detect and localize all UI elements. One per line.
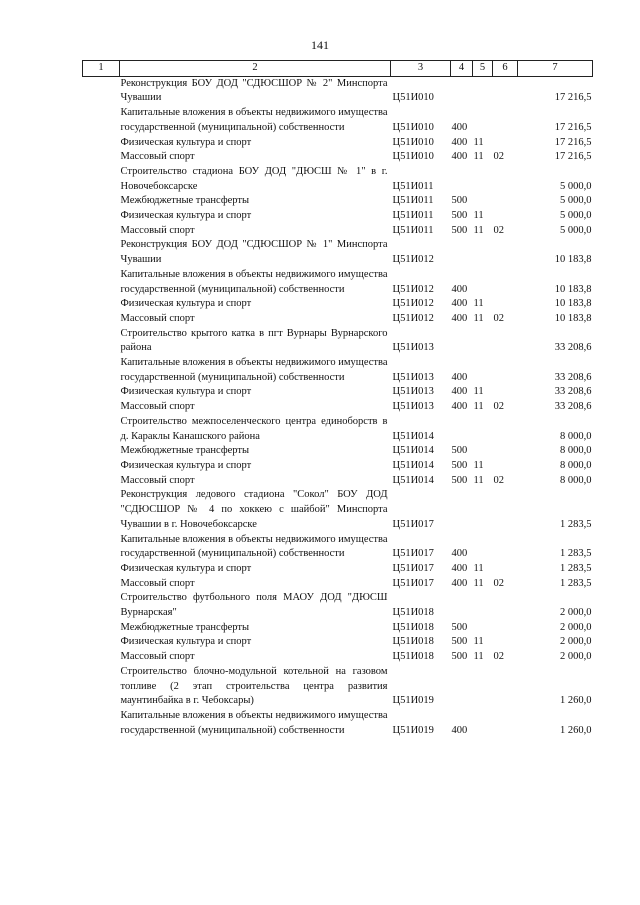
cell-vr: 400 xyxy=(451,577,468,589)
cell-rz xyxy=(473,444,493,459)
cell-rz: 11 xyxy=(473,136,484,148)
cell-name: Физическая культура и спорт xyxy=(120,459,252,471)
cell-ps xyxy=(493,635,518,650)
cell-amount: 8 000,0 xyxy=(560,430,592,442)
cell-empty xyxy=(83,415,120,444)
cell-rz: 11 xyxy=(473,151,484,163)
cell-rz: 11 xyxy=(473,474,484,486)
cell-empty xyxy=(83,224,120,239)
cell-rz xyxy=(473,488,493,532)
cell-empty xyxy=(83,709,120,738)
cell-ps: 02 xyxy=(493,474,504,486)
cell-amount: 17 216,5 xyxy=(554,121,592,133)
cell-name: Капитальные вложения в объекты недвижимого имущества государственной (муниципальной) собственности xyxy=(120,107,388,133)
cell-ps xyxy=(493,76,518,106)
cell-amount: 10 183,8 xyxy=(554,312,592,324)
cell-rz xyxy=(473,327,493,356)
cell-vr xyxy=(451,415,473,444)
cell-amount: 1 260,0 xyxy=(560,724,592,736)
cell-amount: 33 208,6 xyxy=(554,401,592,413)
cell-ps xyxy=(493,385,518,400)
cell-amount: 1 283,5 xyxy=(560,562,592,574)
cell-empty xyxy=(83,194,120,209)
cell-code: Ц51И019 xyxy=(392,724,434,736)
cell-ps: 02 xyxy=(493,651,504,663)
cell-rz: 11 xyxy=(473,312,484,324)
cell-name: Реконструкция БОУ ДОД "СДЮСШОР № 2" Минспорта Чувашии xyxy=(120,77,388,104)
cell-rz xyxy=(473,194,493,209)
table-row xyxy=(83,591,593,620)
cell-empty xyxy=(83,591,120,620)
cell-name: Реконструкция ледового стадиона "Сокол" БОУ ДОД "СДЮСШОР № 4 по хоккею с шайбой" Минспорта Чувашии в г. Новочебоксарске xyxy=(120,489,388,530)
cell-empty xyxy=(83,136,120,151)
cell-rz xyxy=(473,533,493,562)
cell-code: Ц51И017 xyxy=(392,548,434,560)
table-row xyxy=(83,356,593,385)
cell-empty xyxy=(83,577,120,592)
column-header-1: 1 xyxy=(83,61,120,77)
cell-amount: 1 283,5 xyxy=(560,518,592,530)
cell-vr: 500 xyxy=(451,651,468,663)
table-row xyxy=(83,385,593,400)
cell-name: Строительство стадиона БОУ ДОД "ДЮСШ № 1" в г. Новочебоксарске xyxy=(120,165,388,192)
cell-code: Ц51И019 xyxy=(392,695,434,707)
cell-empty xyxy=(83,312,120,327)
cell-rz xyxy=(473,106,493,135)
cell-ps xyxy=(493,136,518,151)
cell-amount: 2 000,0 xyxy=(560,621,592,633)
cell-vr: 400 xyxy=(451,562,468,574)
cell-name: Массовый спорт xyxy=(120,474,195,486)
cell-name: Физическая культура и спорт xyxy=(120,562,252,574)
cell-ps xyxy=(493,709,518,738)
table-row xyxy=(83,488,593,532)
cell-code: Ц51И017 xyxy=(392,518,434,530)
cell-vr: 400 xyxy=(451,312,468,324)
cell-name: Массовый спорт xyxy=(120,651,195,663)
cell-empty xyxy=(83,635,120,650)
cell-ps xyxy=(493,591,518,620)
table-row xyxy=(83,709,593,738)
cell-vr: 400 xyxy=(451,283,468,295)
cell-vr: 400 xyxy=(451,401,468,413)
cell-code: Ц51И012 xyxy=(392,254,434,266)
cell-empty xyxy=(83,297,120,312)
cell-ps xyxy=(493,621,518,636)
cell-empty xyxy=(83,444,120,459)
cell-code: Ц51И014 xyxy=(392,459,434,471)
cell-code: Ц51И013 xyxy=(392,371,434,383)
cell-rz: 11 xyxy=(473,577,484,589)
cell-ps xyxy=(493,415,518,444)
cell-name: Межбюджетные трансферты xyxy=(120,445,250,457)
cell-vr: 400 xyxy=(451,151,468,163)
cell-code: Ц51И018 xyxy=(392,607,434,619)
cell-code: Ц51И014 xyxy=(392,445,434,457)
cell-rz: 11 xyxy=(473,459,484,471)
cell-rz xyxy=(473,165,493,194)
cell-code: Ц51И017 xyxy=(392,577,434,589)
cell-code: Ц51И013 xyxy=(392,342,434,354)
cell-empty xyxy=(83,268,120,297)
table-row xyxy=(83,621,593,636)
cell-name: Массовый спорт xyxy=(120,401,195,413)
cell-rz: 11 xyxy=(473,651,484,663)
cell-ps: 02 xyxy=(493,224,504,236)
cell-code: Ц51И012 xyxy=(392,298,434,310)
table-row xyxy=(83,650,593,665)
cell-empty xyxy=(83,385,120,400)
cell-vr: 400 xyxy=(451,136,468,148)
cell-vr: 400 xyxy=(451,386,468,398)
cell-vr: 400 xyxy=(451,371,468,383)
cell-name: Массовый спорт xyxy=(120,312,195,324)
cell-ps: 02 xyxy=(493,151,504,163)
cell-code: Ц51И013 xyxy=(392,386,434,398)
cell-amount: 17 216,5 xyxy=(554,136,592,148)
cell-ps xyxy=(493,106,518,135)
cell-vr: 400 xyxy=(451,724,468,736)
table-row xyxy=(83,577,593,592)
cell-rz xyxy=(473,621,493,636)
cell-name: Строительство блочно-модульной котельной на газовом топливе (2 этап строительства центра развития маунтинбайка в г. Чебоксары) xyxy=(120,665,388,707)
cell-code: Ц51И017 xyxy=(392,562,434,574)
cell-rz xyxy=(473,665,493,709)
table-row xyxy=(83,165,593,194)
cell-name: Межбюджетные трансферты xyxy=(120,621,250,633)
cell-vr: 500 xyxy=(451,474,468,486)
cell-rz: 11 xyxy=(473,224,484,236)
cell-amount: 17 216,5 xyxy=(554,92,592,104)
cell-empty xyxy=(83,76,120,106)
column-header-5: 5 xyxy=(473,61,493,77)
cell-ps xyxy=(493,238,518,267)
cell-name: Межбюджетные трансферты xyxy=(120,195,250,207)
cell-amount: 2 000,0 xyxy=(560,636,592,648)
cell-rz xyxy=(473,709,493,738)
cell-empty xyxy=(83,474,120,489)
cell-amount: 8 000,0 xyxy=(560,459,592,471)
cell-vr: 500 xyxy=(451,636,468,648)
cell-vr: 500 xyxy=(451,224,468,236)
cell-vr: 500 xyxy=(451,459,468,471)
table-row xyxy=(83,400,593,415)
cell-ps xyxy=(493,665,518,709)
cell-rz: 11 xyxy=(473,298,484,310)
cell-ps xyxy=(493,533,518,562)
table-body xyxy=(83,76,593,738)
cell-code: Ц51И018 xyxy=(392,636,434,648)
cell-amount: 5 000,0 xyxy=(560,195,592,207)
cell-vr: 500 xyxy=(451,210,468,222)
table-header xyxy=(83,61,593,77)
cell-name: Капитальные вложения в объекты недвижимого имущества государственной (муниципальной) собственности xyxy=(120,533,388,560)
cell-rz xyxy=(473,268,493,297)
column-header-2: 2 xyxy=(120,61,391,77)
cell-vr: 400 xyxy=(451,548,468,560)
table-row xyxy=(83,268,593,297)
table-row xyxy=(83,444,593,459)
table-row xyxy=(83,635,593,650)
cell-name: Капитальные вложения в объекты недвижимого имущества государственной (муниципальной) собственности xyxy=(120,268,388,295)
cell-amount: 5 000,0 xyxy=(560,210,592,222)
cell-ps xyxy=(493,562,518,577)
table-row xyxy=(83,150,593,165)
cell-empty xyxy=(83,488,120,532)
cell-empty xyxy=(83,165,120,194)
cell-amount: 33 208,6 xyxy=(554,371,592,383)
table-row xyxy=(83,224,593,239)
cell-vr: 500 xyxy=(451,195,468,207)
cell-amount: 1 283,5 xyxy=(560,577,592,589)
cell-name: Физическая культура и спорт xyxy=(120,210,252,222)
cell-amount: 1 283,5 xyxy=(560,548,592,560)
cell-vr xyxy=(451,665,473,709)
cell-name: Строительство футбольного поля МАОУ ДОД "ДЮСШ Вурнарская" xyxy=(120,592,388,619)
table-row xyxy=(83,474,593,489)
cell-vr xyxy=(451,591,473,620)
cell-name: Реконструкция БОУ ДОД "СДЮСШОР № 1" Минспорта Чувашии xyxy=(120,239,388,266)
column-header-4: 4 xyxy=(451,61,473,77)
cell-vr: 500 xyxy=(451,621,468,633)
table-row xyxy=(83,459,593,474)
cell-rz: 11 xyxy=(473,210,484,222)
cell-name: Строительство межпоселенческого центра единоборств в д. Караклы Канашского района xyxy=(120,415,388,442)
cell-code: Ц51И011 xyxy=(392,224,434,236)
cell-amount: 1 260,0 xyxy=(560,695,592,707)
cell-name: Физическая культура и спорт xyxy=(120,136,252,148)
cell-name: Массовый спорт xyxy=(120,151,195,163)
cell-amount: 2 000,0 xyxy=(560,651,592,663)
cell-ps xyxy=(493,488,518,532)
cell-rz: 11 xyxy=(473,386,484,398)
cell-code: Ц51И012 xyxy=(392,283,434,295)
header-row xyxy=(83,61,593,77)
page-number: 141 xyxy=(311,38,329,52)
cell-name: Массовый спорт xyxy=(120,577,195,589)
cell-ps xyxy=(493,194,518,209)
cell-amount: 8 000,0 xyxy=(560,474,592,486)
cell-amount: 33 208,6 xyxy=(554,342,592,354)
cell-amount: 10 183,8 xyxy=(554,254,592,266)
cell-empty xyxy=(83,533,120,562)
table-row xyxy=(83,76,593,106)
table-row xyxy=(83,665,593,709)
cell-empty xyxy=(83,327,120,356)
table-row xyxy=(83,209,593,224)
cell-ps xyxy=(493,165,518,194)
table-row xyxy=(83,106,593,135)
cell-name: Капитальные вложения в объекты недвижимого имущества государственной (муниципальной) собственности xyxy=(120,357,388,383)
cell-ps: 02 xyxy=(493,577,504,589)
table-row xyxy=(83,136,593,151)
cell-ps: 02 xyxy=(493,312,504,324)
cell-rz xyxy=(473,76,493,106)
table-row xyxy=(83,562,593,577)
cell-ps xyxy=(493,297,518,312)
cell-rz: 11 xyxy=(473,636,484,648)
cell-rz: 11 xyxy=(473,401,484,413)
cell-rz xyxy=(473,415,493,444)
cell-amount: 10 183,8 xyxy=(554,283,592,295)
cell-empty xyxy=(83,106,120,135)
column-header-6: 6 xyxy=(493,61,518,77)
table-row xyxy=(83,415,593,444)
cell-rz: 11 xyxy=(473,562,484,574)
cell-empty xyxy=(83,400,120,415)
cell-empty xyxy=(83,150,120,165)
cell-empty xyxy=(83,356,120,385)
cell-vr xyxy=(451,165,473,194)
table-row xyxy=(83,327,593,356)
cell-amount: 8 000,0 xyxy=(560,445,592,457)
cell-ps xyxy=(493,268,518,297)
cell-code: Ц51И018 xyxy=(392,651,434,663)
cell-rz xyxy=(473,591,493,620)
cell-empty xyxy=(83,665,120,709)
cell-empty xyxy=(83,621,120,636)
cell-code: Ц51И014 xyxy=(392,474,434,486)
cell-code: Ц51И011 xyxy=(392,195,434,207)
cell-ps xyxy=(493,444,518,459)
table-row xyxy=(83,194,593,209)
cell-amount: 2 000,0 xyxy=(560,607,592,619)
cell-vr xyxy=(451,76,473,106)
table-row xyxy=(83,238,593,267)
cell-code: Ц51И011 xyxy=(392,180,434,192)
cell-code: Ц51И010 xyxy=(392,136,434,148)
cell-name: Массовый спорт xyxy=(120,224,195,236)
cell-amount: 5 000,0 xyxy=(560,224,592,236)
budget-table xyxy=(82,60,593,738)
cell-empty xyxy=(83,209,120,224)
cell-empty xyxy=(83,650,120,665)
cell-name: Физическая культура и спорт xyxy=(120,636,252,648)
cell-code: Ц51И014 xyxy=(392,430,434,442)
cell-vr xyxy=(451,327,473,356)
cell-ps xyxy=(493,459,518,474)
cell-vr: 400 xyxy=(451,298,468,310)
cell-empty xyxy=(83,459,120,474)
cell-name: Строительство крытого катка в пгт Вурнары Вурнарского района xyxy=(120,327,388,354)
column-header-7: 7 xyxy=(518,61,593,77)
cell-vr: 400 xyxy=(451,121,468,133)
cell-amount: 5 000,0 xyxy=(560,180,592,192)
cell-ps: 02 xyxy=(493,401,504,413)
cell-ps xyxy=(493,356,518,385)
table-row xyxy=(83,297,593,312)
cell-code: Ц51И011 xyxy=(392,210,434,222)
cell-rz xyxy=(473,356,493,385)
cell-empty xyxy=(83,562,120,577)
table-row xyxy=(83,533,593,562)
cell-name: Капитальные вложения в объекты недвижимого имущества государственной (муниципальной) собственности xyxy=(120,709,388,736)
cell-vr xyxy=(451,488,473,532)
cell-code: Ц51И012 xyxy=(392,312,434,324)
cell-name: Физическая культура и спорт xyxy=(120,386,252,398)
cell-code: Ц51И018 xyxy=(392,621,434,633)
cell-vr xyxy=(451,238,473,267)
cell-empty xyxy=(83,238,120,267)
cell-ps xyxy=(493,209,518,224)
cell-code: Ц51И013 xyxy=(392,401,434,413)
cell-code: Ц51И010 xyxy=(392,92,434,104)
cell-amount: 10 183,8 xyxy=(554,298,592,310)
cell-name: Физическая культура и спорт xyxy=(120,298,252,310)
cell-ps xyxy=(493,327,518,356)
cell-amount: 17 216,5 xyxy=(554,151,592,163)
cell-vr: 500 xyxy=(451,445,468,457)
cell-amount: 33 208,6 xyxy=(554,386,592,398)
table-row xyxy=(83,312,593,327)
cell-code: Ц51И010 xyxy=(392,121,434,133)
column-header-3: 3 xyxy=(391,61,451,77)
cell-code: Ц51И010 xyxy=(392,151,434,163)
cell-rz xyxy=(473,238,493,267)
